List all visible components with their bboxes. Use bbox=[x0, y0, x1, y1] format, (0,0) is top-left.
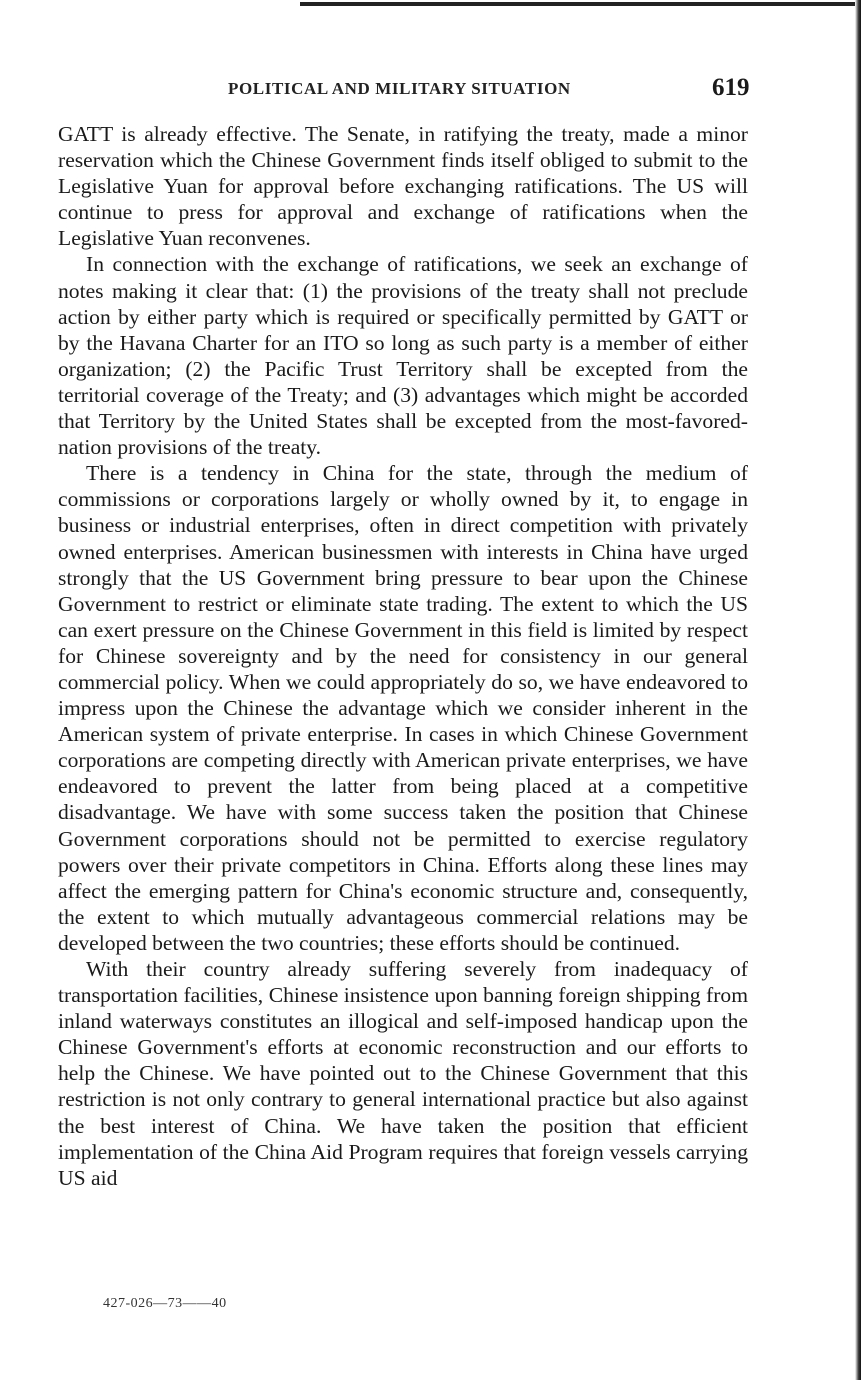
paragraph-inland-shipping: With their country already suffering severely from inadequacy of transportation facilities, Chinese insistence upon banning foreign shipping from inland waterways constitutes an illogical and self-imposed handicap upon the Chinese Government's efforts at economic reconstruction and our efforts to help the Chinese. We have pointed out to the Chinese Government that this restriction is not only contrary to general international practice but also against the best interest of China. We have taken the position that efficient implementation of the China Aid Program requires that foreign vessels carrying US aid bbox=[58, 957, 748, 1190]
footer-print-code: 427-026—73——40 bbox=[103, 1296, 227, 1311]
paragraph-continuation: GATT is already effective. The Senate, in ratifying the treaty, made a minor reservation which the Chinese Government finds itself obliged to submit to the Legislative Yuan for approval before exchanging ratifications. The US will continue to press for approval and exchange of ratifications when the Legislative Yuan reconvenes. bbox=[58, 122, 748, 251]
top-edge-rule bbox=[300, 2, 861, 6]
page-number: 619 bbox=[712, 74, 750, 101]
page-binding-edge bbox=[855, 0, 861, 1380]
body-text bbox=[58, 121, 748, 1191]
paragraph-state-trading: There is a tendency in China for the state, through the medium of commissions or corporations largely or wholly owned by it, to engage in business or industrial enterprises, often in direct competition with privately owned enterprises. American businessmen with interests in China have urged strongly that the US Government bring pressure to bear upon the Chinese Government to restrict or eliminate state trading. The extent to which the US can exert pressure on the Chinese Government in this field is limited by respect for Chinese sovereignty and by the need for consistency in our general commercial policy. When we could appropriately do so, we have endeavored to impress upon the Chinese the advantage which we consider inherent in the American system of private enterprise. In cases in which Chinese Government corporations are competing directly with American private enterprises, we have endeavored to prevent the latter from being placed at a competitive disadvantage. We have with some success taken the position that Chinese Government corporations should not be permitted to exercise regulatory powers over their private competitors in China. Efforts along these lines may affect the emerging pattern for China's economic structure and, consequently, the extent to which mutually advantageous commercial relations may be developed between the two countries; these efforts should be continued. bbox=[58, 461, 748, 955]
paragraph-exchange-of-notes: In connection with the exchange of ratifications, we seek an exchange of notes making it clear that: (1) the provisions of the treaty shall not preclude action by either party which is required or specifically permitted by GATT or by the Havana Charter for an ITO so long as such party is a member of either organization; (2) the Pacific Trust Territory shall be excepted from the territorial coverage of the Treaty; and (3) advantages which might be accorded that Territory by the United States shall be excepted from the most-favored-nation provisions of the treaty. bbox=[58, 252, 748, 460]
running-head: POLITICAL AND MILITARY SITUATION bbox=[228, 79, 571, 98]
